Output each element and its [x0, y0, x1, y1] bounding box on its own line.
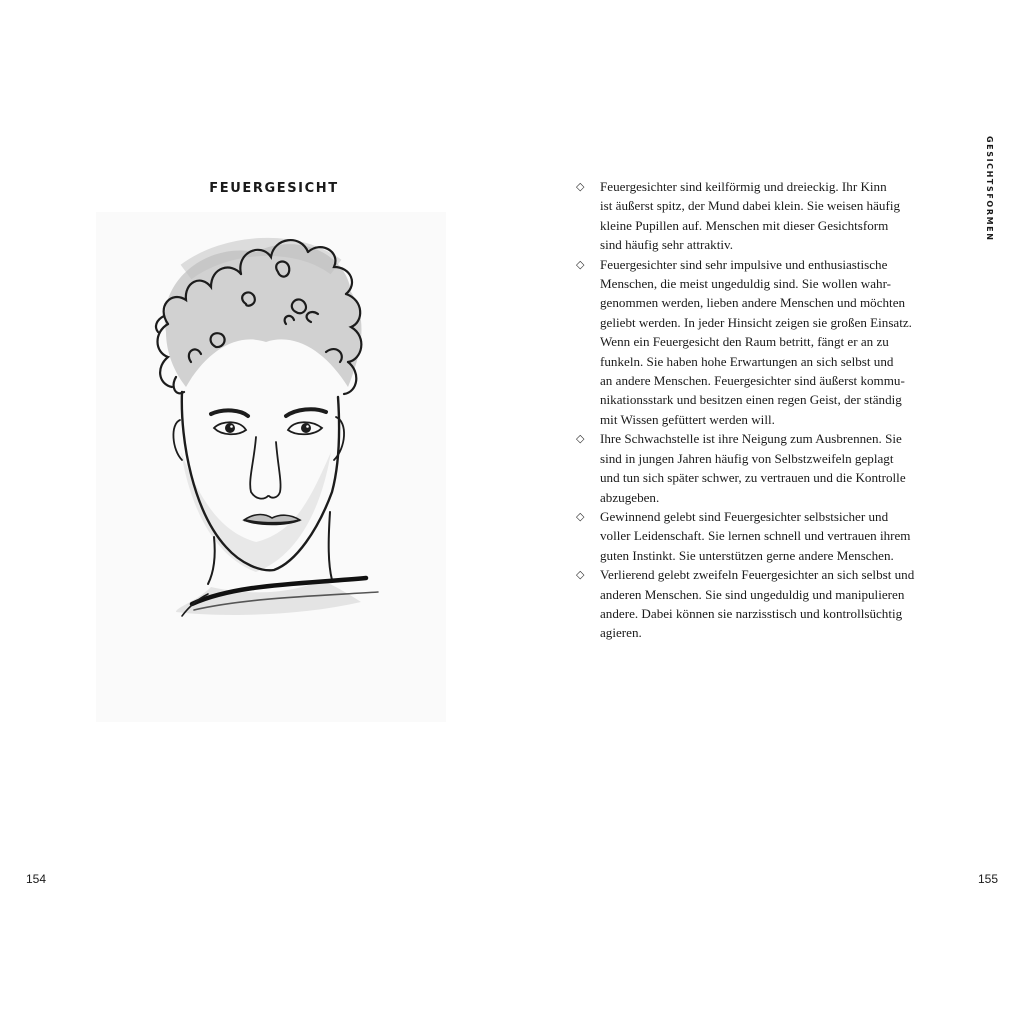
bullet-text-line: genommen werden, lieben andere Menschen und möchten — [600, 295, 906, 311]
diamond-outline-icon: ◇ — [576, 257, 585, 271]
bullet-text-line: ist äußerst spitz, der Mund dabei klein. Sie weisen häufig — [600, 198, 900, 214]
bullet-text-line: Verlierend gelebt zweifeln Feuergesichter an sich selbst und — [600, 567, 915, 583]
diamond-outline-icon: ◇ — [576, 180, 585, 193]
bullet-text-line: an andere Menschen. Feuergesichter sind äußerst kommu- — [600, 373, 905, 389]
bullet-list — [576, 177, 928, 643]
bullet-item — [576, 177, 928, 255]
bullet-text-line: sind häufig sehr attraktiv. — [600, 237, 733, 253]
bullet-text-line: nikationsstark und besitzen einen regen Geist, der ständig — [600, 392, 902, 408]
bullet-text-line: Ihre Schwachstelle ist ihre Neigung zum Ausbrennen. Sie — [600, 431, 902, 447]
bullet-text-line: Feuergesichter sind sehr impulsive und enthusiastische — [600, 256, 888, 272]
bullet-text-line: geliebt werden. In jeder Hinsicht zeigen sie großen Einsatz. — [600, 314, 912, 330]
bullet-text-line: anderen Menschen. Sie sind ungeduldig und manipulieren — [600, 586, 905, 602]
bullet-text-line: und tun sich später schwer, zu vertrauen und die Kontrolle — [600, 470, 906, 486]
bullet-text-line: funkeln. Sie haben hohe Erwartungen an sich selbst und — [600, 353, 894, 369]
page-number: 154 — [26, 872, 47, 886]
bullet-item — [576, 429, 928, 507]
bullet-text-line: Gewinnend gelebt sind Feuergesichter selbstsicher und — [600, 508, 889, 524]
bullet-text-line: abzugeben. — [600, 489, 660, 505]
bullet-item — [576, 565, 928, 643]
bullet-text-line: voller Leidenschaft. Sie lernen schnell und vertrauen ihrem — [600, 528, 911, 544]
face-illustration — [96, 212, 446, 722]
bullet-text-line: andere. Dabei können sie narzisstisch und kontrollsüchtig — [600, 605, 903, 621]
diamond-outline-icon: ◇ — [576, 432, 585, 446]
page-number: 155 — [977, 872, 998, 886]
diamond-outline-icon: ◇ — [576, 568, 585, 582]
bullet-text-line: guten Instinkt. Sie unterstützen gerne andere Menschen. — [600, 547, 894, 563]
bullet-text-line: sind in jungen Jahren häufig von Selbstzweifeln geplagt — [600, 450, 894, 466]
running-head: GESICHTSFORMEN — [985, 136, 994, 242]
bullet-text-line: Feuergesichter sind keilförmig und dreieckig. Ihr Kinn — [600, 179, 887, 194]
bullet-text-line: Menschen, die meist ungeduldig sind. Sie wollen wahr- — [600, 276, 892, 292]
bullet-item — [576, 507, 928, 565]
page-heading: FEUERGESICHT — [209, 181, 339, 196]
diamond-outline-icon: ◇ — [576, 509, 585, 523]
bullet-text-line: kleine Pupillen auf. Menschen mit dieser Gesichtsform — [600, 217, 889, 233]
bullet-text-line: Wenn ein Feuergesicht den Raum betritt, fängt er an zu — [600, 334, 889, 350]
bullet-text-line: agieren. — [600, 625, 642, 641]
bullet-text-line: mit Wissen gefüttert werden will. — [600, 411, 775, 427]
bullet-item — [576, 255, 928, 430]
